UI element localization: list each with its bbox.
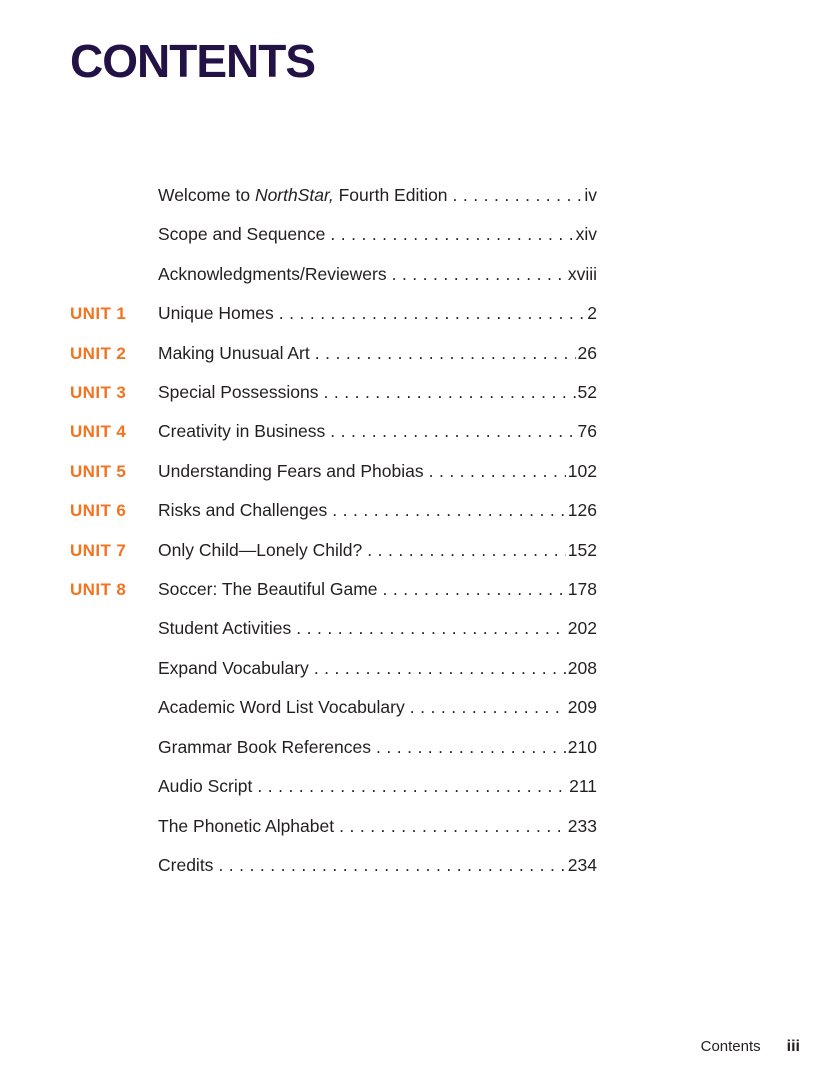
toc-entry bbox=[70, 215, 597, 254]
page-footer bbox=[701, 1038, 800, 1056]
unit-label: UNIT 5 bbox=[70, 461, 127, 481]
toc-entry bbox=[70, 412, 597, 451]
unit-label: UNIT 8 bbox=[70, 580, 127, 600]
entry-title: Understanding Fears and Phobias bbox=[158, 460, 424, 481]
entry-title: The Phonetic Alphabet bbox=[158, 815, 335, 836]
toc-entry bbox=[70, 688, 597, 727]
entry-title: Unique Homes bbox=[158, 303, 274, 324]
entry-title: Acknowledgments/Reviewers bbox=[158, 263, 387, 284]
entry-title: Welcome to NorthStar, Fourth Edition bbox=[158, 185, 448, 205]
toc-list bbox=[70, 176, 597, 885]
page-number: 234 bbox=[567, 854, 597, 875]
toc-entry bbox=[70, 255, 597, 294]
footer-section-label: Contents bbox=[700, 1038, 761, 1055]
toc-entry bbox=[70, 570, 597, 609]
dot-leader bbox=[218, 846, 565, 885]
entry-title: Soccer: The Beautiful Game bbox=[158, 579, 378, 600]
toc-entry bbox=[70, 491, 597, 530]
page-number: 202 bbox=[567, 618, 597, 639]
unit-label: UNIT 1 bbox=[70, 304, 127, 324]
page-number: xiv bbox=[575, 224, 597, 245]
page-number: 76 bbox=[577, 421, 597, 442]
toc-entry bbox=[70, 846, 597, 885]
dot-leader bbox=[257, 767, 567, 806]
unit-label: UNIT 7 bbox=[70, 540, 127, 560]
dot-leader bbox=[330, 412, 575, 451]
footer-page-number: iii bbox=[786, 1038, 800, 1055]
entry-title: Making Unusual Art bbox=[158, 342, 310, 363]
entry-title: Academic Word List Vocabulary bbox=[158, 697, 405, 718]
page-number: 178 bbox=[567, 579, 597, 600]
page-number: 233 bbox=[567, 815, 597, 836]
page-number: 208 bbox=[567, 657, 597, 678]
dot-leader bbox=[429, 452, 566, 491]
page-number: 102 bbox=[567, 460, 597, 481]
page-number: xviii bbox=[567, 263, 597, 284]
dot-leader bbox=[410, 688, 566, 727]
unit-label: UNIT 4 bbox=[70, 422, 127, 442]
page-number: 126 bbox=[567, 500, 597, 521]
page-number: iv bbox=[584, 185, 597, 205]
toc-entry bbox=[70, 176, 597, 215]
entry-title: Expand Vocabulary bbox=[158, 657, 309, 678]
dot-leader bbox=[279, 294, 586, 333]
entry-title: Student Activities bbox=[158, 618, 292, 639]
dot-leader bbox=[332, 491, 566, 530]
dot-leader bbox=[453, 176, 583, 215]
page-number: 52 bbox=[577, 382, 597, 403]
unit-label: UNIT 3 bbox=[70, 383, 127, 403]
page-number: 211 bbox=[569, 776, 597, 797]
dot-leader bbox=[383, 570, 566, 609]
entry-title: Credits bbox=[158, 854, 214, 875]
page-number: 26 bbox=[577, 342, 597, 363]
dot-leader bbox=[376, 728, 566, 767]
page-number: 210 bbox=[567, 736, 597, 757]
page-number: 209 bbox=[567, 697, 597, 718]
dot-leader bbox=[367, 531, 566, 570]
dot-leader bbox=[392, 255, 566, 294]
entry-title: Creativity in Business bbox=[158, 421, 326, 442]
unit-label: UNIT 2 bbox=[70, 343, 127, 363]
page-title: CONTENTS bbox=[70, 35, 315, 87]
page-number: 2 bbox=[587, 303, 597, 324]
dot-leader bbox=[296, 609, 566, 648]
dot-leader bbox=[315, 334, 576, 373]
dot-leader bbox=[324, 373, 576, 412]
toc-entry bbox=[70, 531, 597, 570]
toc-entry bbox=[70, 452, 597, 491]
toc-entry bbox=[70, 728, 597, 767]
toc-entry bbox=[70, 767, 597, 806]
toc-entry bbox=[70, 807, 597, 846]
toc-entry bbox=[70, 649, 597, 688]
entry-title: Scope and Sequence bbox=[158, 224, 326, 245]
dot-leader bbox=[330, 215, 573, 254]
page-number: 152 bbox=[567, 539, 597, 560]
entry-title: Grammar Book References bbox=[158, 736, 371, 757]
toc-entry bbox=[70, 294, 597, 333]
dot-leader bbox=[339, 807, 566, 846]
toc-entry bbox=[70, 334, 597, 373]
toc-entry bbox=[70, 373, 597, 412]
entry-title: Audio Script bbox=[158, 776, 253, 797]
dot-leader bbox=[314, 649, 566, 688]
toc-entry bbox=[70, 609, 597, 648]
entry-title: Risks and Challenges bbox=[158, 500, 328, 521]
unit-label: UNIT 6 bbox=[70, 501, 127, 521]
entry-title: Only Child—Lonely Child? bbox=[158, 539, 363, 560]
entry-title: Special Possessions bbox=[158, 382, 319, 403]
